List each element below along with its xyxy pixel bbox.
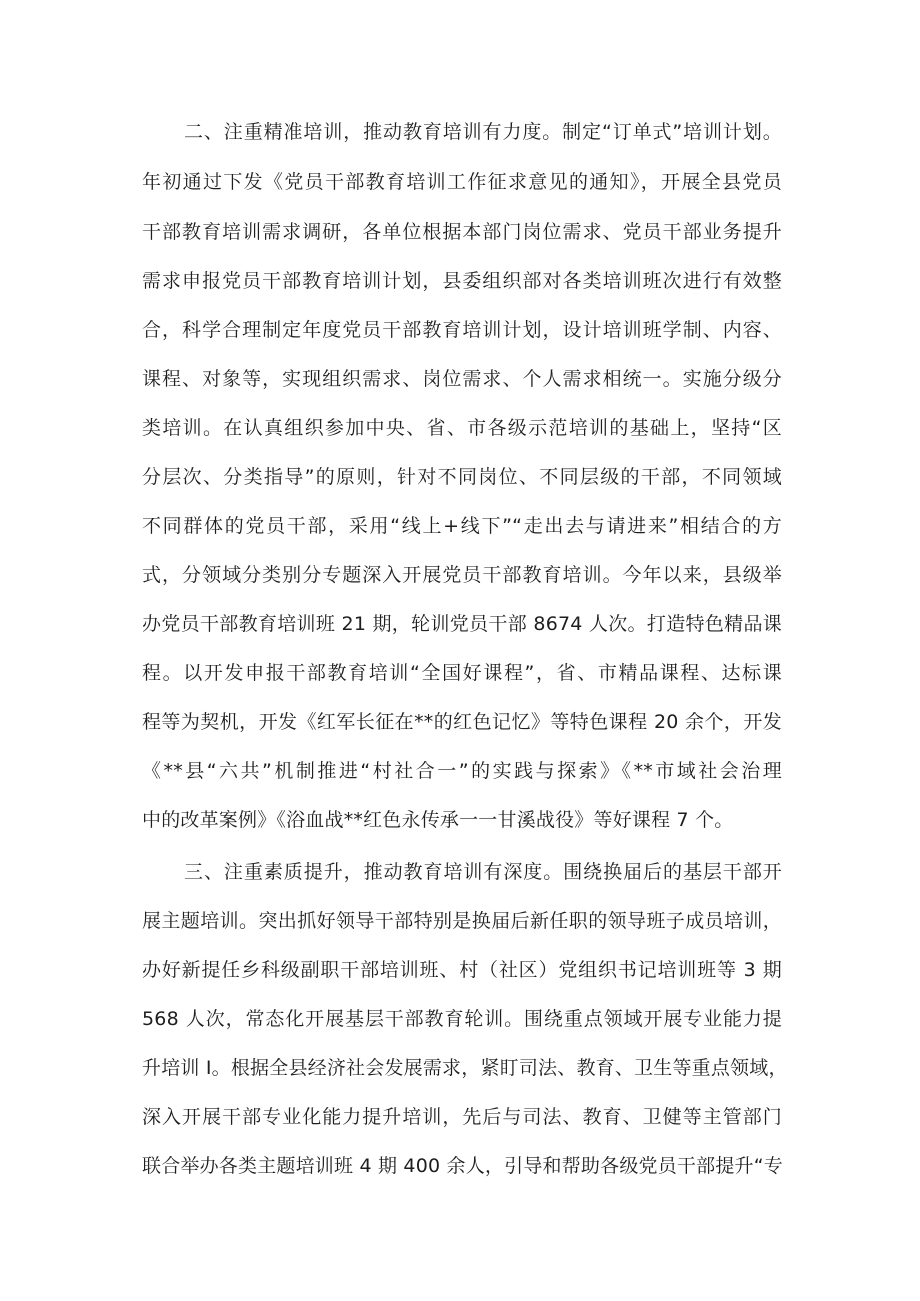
paragraph-line: 三、注重素质提升，推动教育培训有深度。围绕换届后的基层干部开	[184, 861, 782, 883]
paragraph-line: 深入开展干部专业化能力提升培训，先后与司法、教育、卫健等主管部门	[142, 1106, 782, 1128]
paragraph-line: 分层次、分类指导”的原则，针对不同岗位、不同层级的干部，不同领域	[142, 466, 782, 488]
paragraph-line: 联合举办各类主题培训班 4 期 400 余人，引导和帮助各级党员干部提升“专	[142, 1155, 783, 1177]
paragraph-line: 合，科学合理制定年度党员干部教育培训计划，设计培训班学制、内容、	[142, 319, 782, 341]
paragraph-line: 需求申报党员干部教育培训计划，县委组织部对各类培训班次进行有效整	[142, 270, 782, 292]
paragraph-line: 程。以开发申报干部教育培训“全国好课程”，省、市精品课程、达标课	[142, 662, 782, 684]
paragraph-line: 类培训。在认真组织参加中央、省、市各级示范培训的基础上，坚持“区	[142, 417, 782, 439]
paragraph-line: 《**县“六共”机制推进“村社合一”的实践与探索》《**市域社会治理	[142, 760, 782, 782]
paragraph-line: 不同群体的党员干部，采用“线上+线下”“走出去与请进来”相结合的方	[142, 515, 782, 537]
paragraph-line: 干部教育培训需求调研，各单位根据本部门岗位需求、党员干部业务提升	[142, 221, 782, 243]
paragraph-line: 升培训 I。根据全县经济社会发展需求，紧盯司法、教育、卫生等重点领域，	[142, 1057, 788, 1079]
paragraph-line: 中的改革案例》《浴血战**红色永传承一一甘溪战役》等好课程 7 个。	[142, 809, 734, 831]
paragraph-line: 展主题培训。突出抓好领导干部特别是换届后新任职的领导班子成员培训，	[142, 910, 782, 932]
paragraph-line: 式，分领域分类别分专题深入开展党员干部教育培训。今年以来，县级举	[142, 564, 782, 586]
paragraph-line: 课程、对象等，实现组织需求、岗位需求、个人需求相统一。实施分级分	[142, 368, 782, 390]
paragraph-line: 办党员干部教育培训班 21 期，轮训党员干部 8674 人次。打造特色精品课	[142, 613, 782, 635]
paragraph-line: 年初通过下发《党员干部教育培训工作征求意见的通知》，开展全县党员	[142, 171, 782, 193]
paragraph-line: 二、注重精准培训，推动教育培训有力度。制定“订单式”培训计划。	[184, 121, 782, 143]
paragraph-line: 568 人次，常态化开展基层干部教育轮训。围绕重点领域开展专业能力提	[142, 1008, 782, 1030]
paragraph-line: 办好新提任乡科级副职干部培训班、村（社区）党组织书记培训班等 3 期	[142, 959, 782, 981]
paragraph-line: 程等为契机，开发《红军长征在**的红色记忆》等特色课程 20 余个，开发	[142, 711, 782, 733]
